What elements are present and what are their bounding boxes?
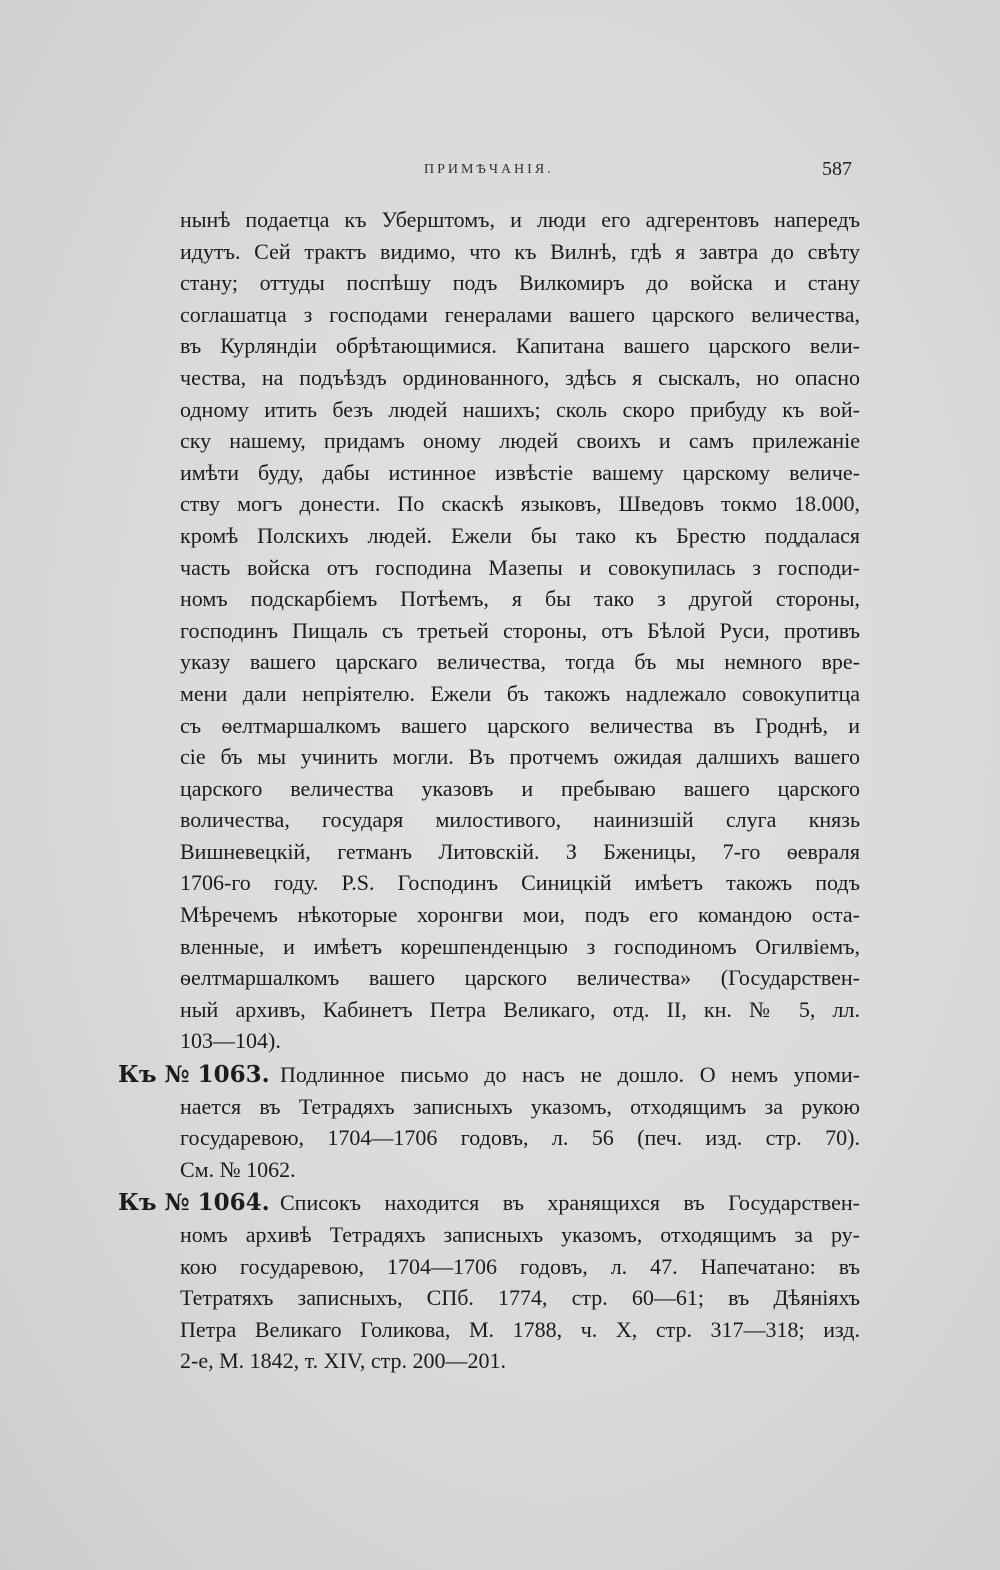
text-line: ѳелтмаршалкомъ вашего царского величества» (Государствен- (180, 965, 860, 991)
text-line: въ Курляндіи обрѣтающимися. Капитана вашего царского вели- (180, 333, 860, 359)
text-line: государевою, 1704—1706 годовъ, л. 56 (печ. изд. стр. 70). (180, 1125, 860, 1151)
text-line: 103—104). (180, 1028, 281, 1054)
text-line: номъ архивѣ Тетрадяхъ записныхъ указомъ, отходящимъ за ру- (180, 1222, 860, 1247)
text-line: ску нашему, придамъ оному людей своихъ и самъ прилежаніе (180, 428, 860, 454)
text-line: ный архивъ, Кабинетъ Петра Великаго, отд. II, кн. № 5, лл. (180, 996, 860, 1022)
text-line: нается въ Тетрадяхъ записныхъ указомъ, отходящимъ за рукою (180, 1093, 860, 1119)
page-number: 587 (822, 158, 852, 180)
text-line: вленные, и имѣетъ корешпенденцыю з господиномъ Огилвіемъ, (180, 933, 860, 959)
text-line: одному итить безъ людей нашихъ; сколь скоро прибуду къ вой- (180, 396, 860, 422)
text-line: 1706-го году. P.S. Господинъ Синицкій имѣетъ такожъ подъ (180, 870, 860, 896)
text-line: См. № 1062. (180, 1156, 296, 1182)
text-line: воличества, государя милостивого, наинизшій слуга князь (180, 807, 860, 833)
text-line: съ ѳелтмаршалкомъ вашего царского величества въ Гроднѣ, и (180, 712, 860, 738)
text-line: Мѣречемъ нѣкоторые хоронгви мои, подъ его командою оста- (180, 902, 860, 928)
page-body (118, 204, 860, 1377)
note-label: Къ № 1064. (118, 1189, 270, 1217)
text-line: 2-е, М. 1842, т. XIV, стр. 200—201. (180, 1348, 507, 1374)
text-line: Тетратяхъ записныхъ, СПб. 1774, стр. 60—61; въ Дѣяніяхъ (180, 1285, 860, 1311)
text-line: имѣти буду, дабы истинное извѣстіе вашему царскому величе- (180, 459, 860, 485)
text-line: господинъ Пищаль съ третьей стороны, отъ Бѣлой Руси, противъ (180, 617, 860, 643)
text-line: часть войска отъ господина Мазепы и совокупилась з господи- (180, 554, 860, 580)
text-line: нынѣ подаетца къ Уберштомъ, и люди его адгерентовъ напередъ (180, 207, 860, 232)
continuation-paragraph (180, 204, 860, 1057)
note-1064 (118, 1187, 860, 1377)
note-1063 (118, 1059, 860, 1185)
note-first-line: Подлинное письмо до насъ не дошло. О немъ упоми- (280, 1062, 860, 1088)
text-line: царского величества указовъ и пребываю вашего царского (180, 775, 860, 801)
page-header (0, 158, 1000, 188)
text-line (180, 1187, 860, 1219)
text-line: номъ подскарбіемъ Потѣемъ, я бы тако з другой стороны, (180, 586, 860, 612)
note-first-line: Списокъ находится въ хранящихся въ Государствен- (280, 1190, 860, 1216)
text-line: Петра Великаго Голикова, М. 1788, ч. X, стр. 317—318; изд. (180, 1316, 860, 1342)
text-line: соглашатца з господами генералами вашего царского величества, (180, 301, 860, 327)
text-line: указу вашего царскаго величества, тогда бъ мы немного вре- (180, 649, 860, 675)
text-line (180, 1059, 860, 1091)
note-label: Къ № 1063. (118, 1061, 270, 1089)
text-line: ству могъ донести. По скаскѣ языковъ, Шведовъ токмо 18.000, (180, 491, 860, 517)
text-line: стану; оттуды поспѣшу подъ Вилкомиръ до войска и стану (180, 270, 860, 296)
text-line: кою государевою, 1704—1706 годовъ, л. 47. Напечатано: въ (180, 1253, 860, 1279)
text-line: сіе бъ мы учинить могли. Въ протчемъ ожидая далшихъ вашего (180, 744, 860, 770)
text-line: кромѣ Полскихъ людей. Ежели бы тако къ Брестю поддалася (180, 522, 860, 548)
text-line: Вишневецкій, гетманъ Литовскій. З Бженицы, 7-го ѳевраля (180, 838, 860, 864)
text-line: идутъ. Сей трактъ видимо, что къ Вилнѣ, гдѣ я завтра до свѣту (180, 238, 860, 264)
running-title: ПРИМѢЧАНІЯ. (424, 162, 554, 177)
text-line: мени дали непріятелю. Ежели бъ такожъ надлежало совокупитца (180, 680, 860, 706)
text-line: чества, на подъѣздъ ординованного, здѣсь я сыскалъ, но опасно (180, 364, 860, 390)
